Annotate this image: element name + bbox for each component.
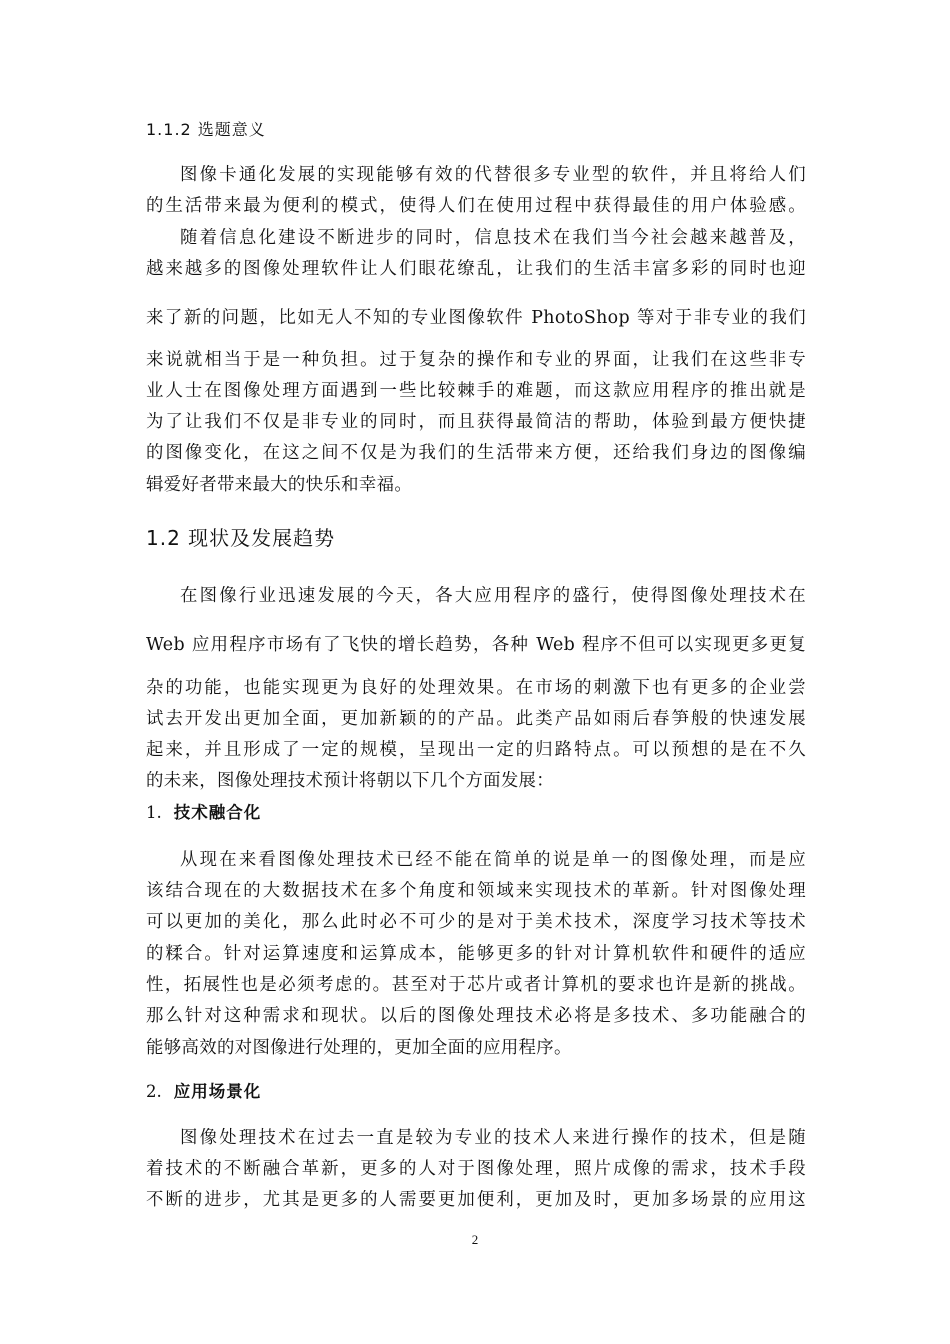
paragraph-line: 的生活带来最为便利的模式，使得人们在使用过程中获得最佳的用户体验感。 [146,196,806,216]
paragraph-line: 在图像行业迅速发展的今天，各大应用程序的盛行，使得图像处理技术在 [180,586,806,606]
paragraph-line: 试去开发出更加全面，更加新颖的的产品。此类产品如雨后春笋般的快速发展 [146,709,806,729]
list-item-heading-1 [146,802,261,824]
paragraph-line: 随着信息化建设不断进步的同时，信息技术在我们当今社会越来越普及， [180,228,806,248]
paragraph-line: 图像卡通化发展的实现能够有效的代替很多专业型的软件，并且将给人们 [180,165,806,185]
paragraph-line: 来了新的问题，比如无人不知的专业图像软件 PhotoShop 等对于非专业的我们 [146,308,806,328]
paragraph-line: 可以更加的美化，那么此时必不可少的是对于美术技术，深度学习技术等技术 [146,912,806,932]
paragraph-line: 从现在来看图像处理技术已经不能在简单的说是单一的图像处理，而是应 [180,850,806,870]
paragraph-line: 辑爱好者带来最大的快乐和幸福。 [146,475,413,495]
paragraph-line: 那么针对这种需求和现状。以后的图像处理技术必将是多技术、多功能融合的 [146,1006,806,1026]
paragraph-line: 业人士在图像处理方面遇到一些比较棘手的难题，而这款应用程序的推出就是 [146,381,806,401]
list-item-heading-2 [146,1081,261,1103]
list-item-label: 应用场景化 [173,1082,262,1101]
section-heading-1-2: 1.2 现状及发展趋势 [146,526,336,550]
paragraph-line: 的糅合。针对运算速度和运算成本，能够更多的针对计算机软件和硬件的适应 [146,944,806,964]
paragraph-line: 来说就相当于是一种负担。过于复杂的操作和专业的界面，让我们在这些非专 [146,350,806,370]
paragraph-line: 不断的进步，尤其是更多的人需要更加便利，更加及时，更加多场景的应用这 [146,1190,806,1210]
list-item-number: 1. [146,803,162,822]
paragraph-line: 的未来，图像处理技术预计将朝以下几个方面发展： [146,771,555,791]
paragraph-line: 着技术的不断融合革新，更多的人对于图像处理，照片成像的需求，技术手段 [146,1159,806,1179]
paragraph-line: 该结合现在的大数据技术在多个角度和领域来实现技术的革新。针对图像处理 [146,881,806,901]
paragraph-line: 杂的功能，也能实现更为良好的处理效果。在市场的刺激下也有更多的企业尝 [146,678,806,698]
page-number: 2 [471,1232,479,1247]
list-item-number: 2. [146,1082,162,1101]
paragraph-line: 起来，并且形成了一定的规模，呈现出一定的归路特点。可以预想的是在不久 [146,740,806,760]
paragraph-line: Web 应用程序市场有了飞快的增长趋势，各种 Web 程序不但可以实现更多更复 [146,635,806,655]
list-item-label: 技术融合化 [173,803,262,822]
paragraph-line: 的图像变化，在这之间不仅是为我们的生活带来方便，还给我们身边的图像编 [146,443,806,463]
paragraph-line: 图像处理技术在过去一直是较为专业的技术人来进行操作的技术，但是随 [180,1128,806,1148]
paragraph-line: 能够高效的对图像进行处理的，更加全面的应用程序。 [146,1038,572,1058]
paragraph-line: 为了让我们不仅是非专业的同时，而且获得最简洁的帮助，体验到最方便快捷 [146,412,806,432]
paragraph-line: 越来越多的图像处理软件让人们眼花缭乱，让我们的生活丰富多彩的同时也迎 [146,259,806,279]
paragraph-line: 性，拓展性也是必须考虑的。甚至对于芯片或者计算机的要求也许是新的挑战。 [146,975,806,995]
section-heading-1-1-2: 1.1.2 选题意义 [146,120,266,139]
